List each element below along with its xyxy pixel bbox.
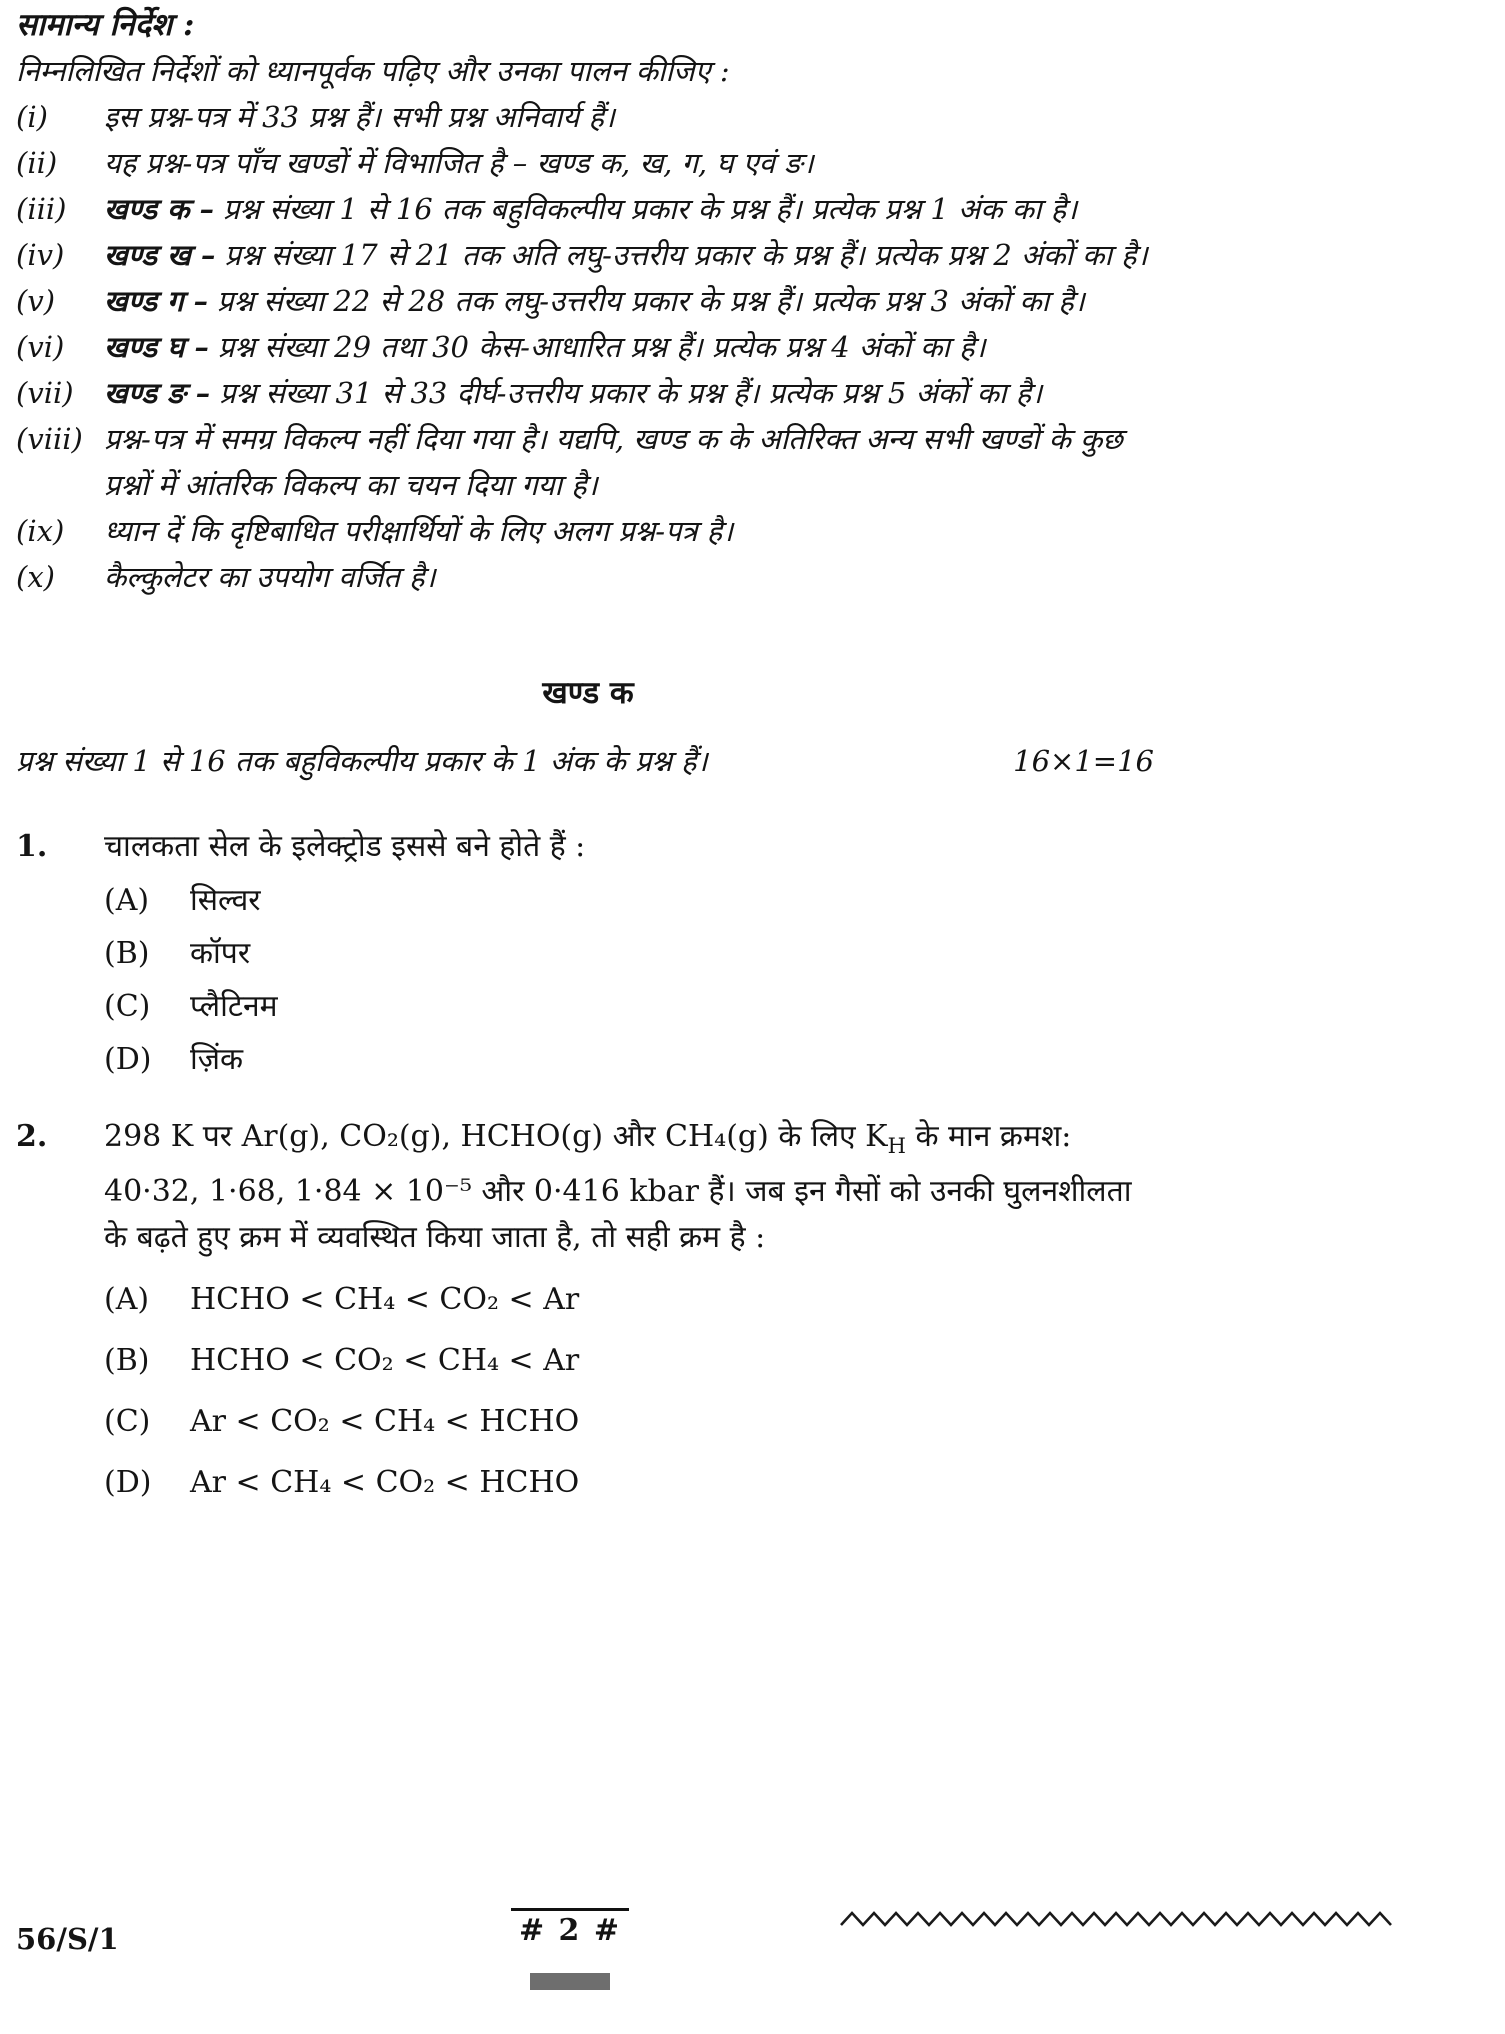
question-text: चालकता सेल के इलेक्ट्रोड इससे बने होते हैं :: [104, 829, 586, 864]
kh-subscript: H: [887, 1134, 906, 1158]
option-label: (C): [104, 1404, 151, 1439]
instructions-intro: निम्नलिखित निर्देशों को ध्यानपूर्वक पढ़िए और उनका पालन कीजिए :: [16, 54, 730, 88]
page-footer: [505, 1908, 635, 1990]
instruction-number: (viii): [16, 422, 83, 456]
instruction-number: (iv): [16, 238, 65, 272]
option-b: [104, 932, 1160, 976]
instruction-body-text: ध्यान दें कि दृष्टिबाधित परीक्षार्थियों के लिए अलग प्रश्न-पत्र है।: [104, 514, 734, 548]
instruction-text: [104, 140, 1160, 186]
instruction-number: (ii): [16, 146, 58, 180]
instruction-number: (vii): [16, 376, 74, 410]
instruction-body-text: प्रश्न संख्या 31 से 33 दीर्घ-उत्तरीय प्रकार के प्रश्न हैं। प्रत्येक प्रश्न 5 अंकों का है।: [219, 376, 1043, 410]
option-text: सिल्वर: [190, 883, 261, 918]
option-a: [104, 1278, 1160, 1322]
instruction-number: (ix): [16, 514, 65, 548]
instruction-number: (v): [16, 284, 56, 318]
instruction-item-9: [16, 508, 1160, 554]
instruction-text: [104, 278, 1160, 324]
instruction-body-text: प्रश्न संख्या 1 से 16 तक बहुविकल्पीय प्रकार के प्रश्न हैं। प्रत्येक प्रश्न 1 अंक का है।: [222, 192, 1078, 226]
section-intro-row: [16, 738, 1160, 784]
instruction-item-8: [16, 416, 1160, 508]
question-body: [104, 1114, 1160, 1505]
option-text: प्लैटिनम: [190, 989, 278, 1024]
instruction-body-text: यह प्रश्न-पत्र पाँच खण्डों में विभाजित है – खण्ड क, ख, ग, घ एवं ङ।: [104, 146, 814, 180]
option-label: (A): [104, 1282, 150, 1317]
option-a: [104, 879, 1160, 923]
question-number: 1.: [16, 829, 48, 864]
instruction-text: [104, 554, 1160, 600]
option-text: Ar < CO₂ < CH₄ < HCHO: [190, 1404, 580, 1439]
section-marks: 16×1=16: [1013, 744, 1154, 778]
question-2: [16, 1114, 1160, 1505]
instruction-lead: खण्ड ख –: [104, 238, 216, 272]
instruction-text: [104, 232, 1160, 278]
instruction-number: (i): [16, 100, 48, 134]
option-text: कॉपर: [190, 936, 251, 971]
instruction-item-5: [16, 278, 1160, 324]
instruction-item-7: [16, 370, 1160, 416]
instruction-item-2: [16, 140, 1160, 186]
instruction-body-text: प्रश्न संख्या 29 तथा 30 केस-आधारित प्रश्न हैं। प्रत्येक प्रश्न 4 अंकों का है।: [217, 330, 986, 364]
instruction-body-text: प्रश्न संख्या 17 से 21 तक अति लघु-उत्तरीय प्रकार के प्रश्न हैं। प्रत्येक प्रश्न 2 अंकों का है।: [224, 238, 1148, 272]
instruction-body-text: प्रश्न संख्या 22 से 28 तक लघु-उत्तरीय प्रकार के प्रश्न हैं। प्रत्येक प्रश्न 3 अंकों का है।: [217, 284, 1085, 318]
option-label: (C): [104, 989, 151, 1024]
question-1-options: [104, 879, 1160, 1082]
instruction-text: [104, 324, 1160, 370]
instruction-item-10: [16, 554, 1160, 600]
option-c: [104, 985, 1160, 1029]
instruction-text: [104, 370, 1160, 416]
instruction-item-3: [16, 186, 1160, 232]
page-number: # 2 #: [518, 1913, 622, 1948]
option-c: [104, 1400, 1160, 1444]
instruction-item-1: [16, 94, 1160, 140]
instruction-lead: खण्ड घ –: [104, 330, 209, 364]
paper-code: 56/S/1: [16, 1922, 119, 1956]
option-label: (B): [104, 936, 150, 971]
instruction-text: [104, 186, 1160, 232]
question-text: [104, 1114, 1160, 1261]
option-label: (A): [104, 883, 150, 918]
instruction-text: [104, 508, 1160, 554]
question-2-options: [104, 1278, 1160, 1505]
instruction-body-text: कैल्कुलेटर का उपयोग वर्जित है।: [104, 560, 436, 594]
instruction-lead: खण्ड ग –: [104, 284, 209, 318]
option-label: (D): [104, 1042, 152, 1077]
section-intro-text: प्रश्न संख्या 1 से 16 तक बहुविकल्पीय प्रकार के 1 अंक के प्रश्न हैं।: [16, 744, 708, 778]
general-instructions: [16, 2, 1160, 600]
instruction-item-4: [16, 232, 1160, 278]
question-body: [104, 824, 1160, 1082]
instruction-number: (vi): [16, 330, 65, 364]
instruction-lead: खण्ड ङ –: [104, 376, 211, 410]
option-label: (D): [104, 1465, 152, 1500]
scribble-zigzag-icon: [838, 1902, 1403, 1934]
instructions-heading: सामान्य निर्देश :: [16, 7, 195, 43]
instruction-number: (iii): [16, 192, 67, 226]
instruction-text: [104, 416, 1160, 508]
option-label: (B): [104, 1343, 150, 1378]
option-text: HCHO < CH₄ < CO₂ < Ar: [190, 1282, 580, 1317]
option-d: [104, 1461, 1160, 1505]
redaction-bar: [530, 1973, 610, 1990]
instruction-body-text: प्रश्न-पत्र में समग्र विकल्प नहीं दिया गया है। यद्यपि, खण्ड क के अतिरिक्त अन्य सभी खण्डों के कुछ प्रश्नों में आंतरिक विकल्प का चयन दिया गया है।: [104, 422, 1123, 502]
instruction-item-6: [16, 324, 1160, 370]
section-title: खण्ड क: [542, 675, 634, 711]
question-text-part2: के मान क्रमश: 40·32, 1·68, 1·84 × 10⁻⁵ और 0·416 kbar हैं। जब इन गैसों को उनकी घुलनशीलता के बढ़ते हुए क्रम में व्यवस्थित किया जाता है, तो सही क्रम है :: [104, 1119, 1132, 1255]
instruction-lead: खण्ड क –: [104, 192, 214, 226]
option-d: [104, 1038, 1160, 1082]
instruction-number: (x): [16, 560, 55, 594]
instruction-text: [104, 94, 1160, 140]
question-number: 2.: [16, 1119, 48, 1154]
option-text: ज़िंक: [190, 1042, 244, 1077]
option-b: [104, 1339, 1160, 1383]
question-1: [16, 824, 1160, 1082]
instruction-body-text: इस प्रश्न-पत्र में 33 प्रश्न हैं। सभी प्रश्न अनिवार्य हैं।: [104, 100, 615, 134]
question-text-part1: 298 K पर Ar(g), CO₂(g), HCHO(g) और CH₄(g) के लिए K: [104, 1119, 888, 1154]
option-text: Ar < CH₄ < CO₂ < HCHO: [190, 1465, 580, 1500]
option-text: HCHO < CO₂ < CH₄ < Ar: [190, 1343, 580, 1378]
